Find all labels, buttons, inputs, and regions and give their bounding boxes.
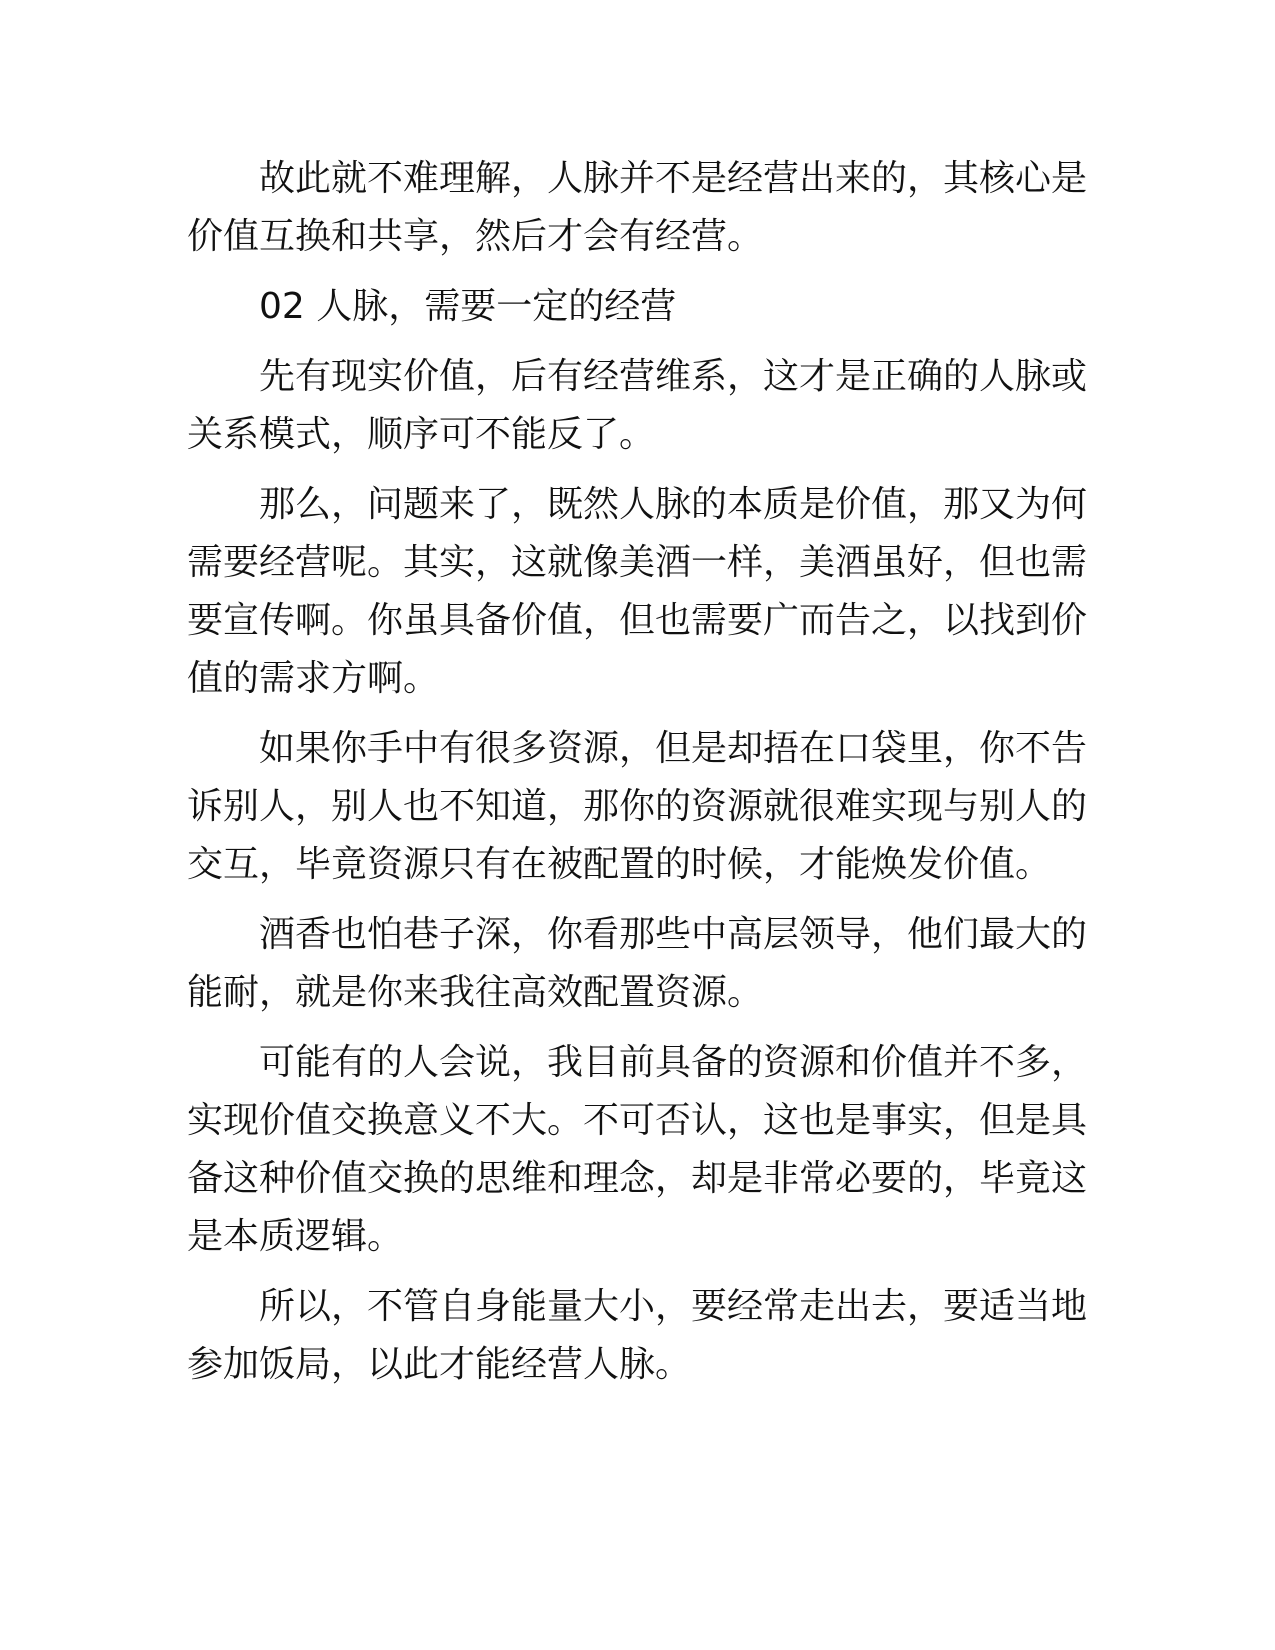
paragraph-conclusion: 所以，不管自身能量大小，要经常走出去，要适当地参加饭局，以此才能经营人脉。 bbox=[187, 1286, 1088, 1385]
section-heading: 02 人脉，需要一定的经营 bbox=[259, 286, 677, 327]
paragraph-wine-fragrance: 酒香也怕巷子深，你看那些中高层领导，他们最大的能耐，就是你来我往高效配置资源。 bbox=[187, 914, 1088, 1013]
paragraph-order: 先有现实价值，后有经营维系，这才是正确的人脉或关系模式，顺序可不能反了。 bbox=[187, 356, 1088, 455]
paragraph-limited-value: 可能有的人会说，我目前具备的资源和价值并不多，实现价值交换意义不大。不可否认，这也是事实，但是具备这种价值交换的思维和理念，却是非常必要的，毕竟这是本质逻辑。 bbox=[187, 1042, 1088, 1257]
paragraph-resources: 如果你手中有很多资源，但是却捂在口袋里，你不告诉别人，别人也不知道，那你的资源就很难实现与别人的交互，毕竟资源只有在被配置的时候，才能焕发价值。 bbox=[187, 728, 1088, 885]
paragraph-why-manage: 那么，问题来了，既然人脉的本质是价值，那又为何需要经营呢。其实，这就像美酒一样，美酒虽好，但也需要宣传啊。你虽具备价值，但也需要广而告之，以找到价值的需求方啊。 bbox=[187, 484, 1088, 699]
paragraph-value-exchange: 故此就不难理解，人脉并不是经营出来的，其核心是价值互换和共享，然后才会有经营。 bbox=[187, 158, 1088, 257]
document-body bbox=[187, 150, 1087, 1406]
